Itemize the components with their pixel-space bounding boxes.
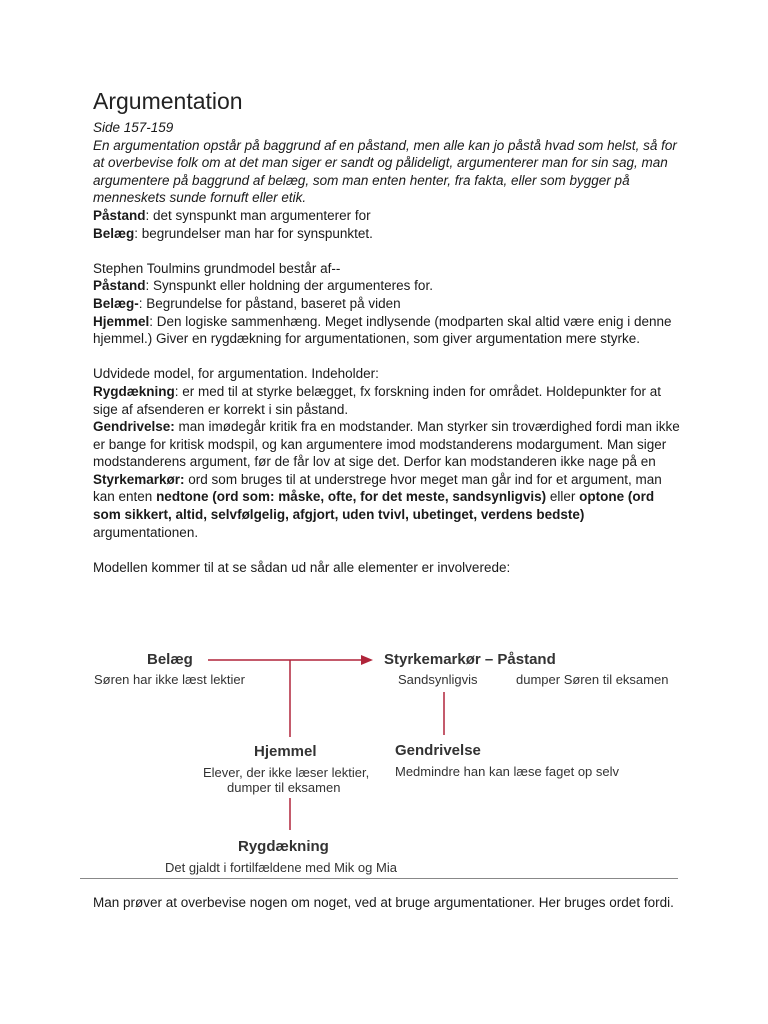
divider bbox=[80, 878, 678, 879]
term: Påstand bbox=[93, 207, 146, 223]
definition-belaeg bbox=[93, 225, 683, 243]
gendrivelse-example: Medmindre han kan læse faget op selv bbox=[395, 764, 620, 779]
definition-text: : er med til at styrke belægget, fx forskning inden for området. Holdepunkter for at sige af afsenderen er korrekt i sin påstand. bbox=[93, 383, 662, 417]
term: Belæg- bbox=[93, 295, 139, 311]
footer-paragraph: Man prøver at overbevise nogen om noget, ved at bruge argumentationer. Her bruges ordet fordi. bbox=[93, 895, 674, 910]
gendrivelse-label: Gendrivelse bbox=[395, 742, 481, 759]
definition-text: argumentationen. bbox=[93, 524, 199, 540]
hjemmel-example-line1: Elever, der ikke læser lektier, bbox=[203, 765, 370, 780]
bold-phrase: optone (ord som sikkert, altid, selvfølgelig, afgjort, uden tvivl, ubetinget, verdens bedste) bbox=[93, 489, 655, 523]
term: Belæg bbox=[93, 225, 135, 241]
toulmin-intro: Stephen Toulmins grundmodel består af-- bbox=[93, 260, 341, 276]
styrkemarkor-pastand-label: Styrkemarkør – Påstand bbox=[384, 651, 556, 668]
definition-text: ord som bruges til at understrege hvor meget man går ind for et argument, man kan enten bbox=[93, 471, 662, 505]
toulmin-hjemmel bbox=[93, 313, 683, 348]
definition-text: : Synspunkt eller holdning der argumenteres for. bbox=[145, 278, 433, 294]
extended-styrkemarkor bbox=[93, 471, 683, 541]
definition-text: : det synspunkt man argumenterer for bbox=[145, 207, 371, 223]
extended-gendrivelse bbox=[93, 418, 683, 471]
rygdaekning-example: Det gjaldt i fortilfældene med Mik og Mia bbox=[165, 860, 397, 875]
term: Rygdækning bbox=[93, 383, 175, 399]
definition-text: : Den logiske sammenhæng. Meget indlysende (modparten skal altid være enig i denne hjemmel.) Giver en rygdækning for argumentationen, som giver argumentation mere styrke. bbox=[93, 313, 672, 347]
document-body bbox=[93, 88, 683, 576]
definition-text: : begrundelser man har for synspunktet. bbox=[134, 225, 373, 241]
definition-text: : Begrundelse for påstand, baseret på viden bbox=[138, 295, 401, 311]
definition-text: eller bbox=[546, 489, 580, 505]
definition-pastand bbox=[93, 207, 683, 225]
rygdaekning-label: Rygdækning bbox=[238, 838, 329, 855]
extended-rygdaekning bbox=[93, 383, 683, 418]
toulmin-pastand bbox=[93, 277, 683, 295]
definition-text: man imødegår kritik fra en modstander. Man styrker sin troværdighed fordi man ikke er bange for kritisk modspil, og kan argumentere imod modstanderens modargument. Man siger modstanderens argument, før de får lov at sige det. Derfor kan modstanderen ikke nage på en bbox=[93, 419, 680, 470]
intro-paragraph: En argumentation opstår på baggrund af en påstand, men alle kan jo påstå hvad som helst, så for at overbevise folk om at det man siger er sandt og pålideligt, argumenterer man for sin sag, man argumentere på baggrund af belæg, som man enten henter, fra fakta, eller som bygger på menneskets sunde fornuft eller etik. bbox=[93, 137, 677, 206]
term: Styrkemarkør: bbox=[93, 471, 185, 487]
arrow-head bbox=[361, 655, 373, 665]
belaeg-label: Belæg bbox=[147, 651, 193, 668]
extended-model-intro: Udvidede model, for argumentation. Indeholder: bbox=[93, 366, 379, 382]
hjemmel-example-line2: dumper til eksamen bbox=[227, 780, 341, 795]
pastand-example: dumper Søren til eksamen bbox=[516, 672, 669, 687]
bold-phrase: nedtone (ord som: måske, ofte, for det meste, sandsynligvis) bbox=[156, 489, 547, 505]
toulmin-diagram bbox=[85, 640, 685, 880]
hjemmel-label: Hjemmel bbox=[254, 743, 317, 760]
toulmin-belaeg bbox=[93, 295, 683, 313]
term: Påstand bbox=[93, 278, 146, 294]
term: Hjemmel bbox=[93, 313, 150, 329]
term: Gendrivelse: bbox=[93, 419, 175, 435]
model-intro: Modellen kommer til at se sådan ud når alle elementer er involverede: bbox=[93, 559, 511, 575]
belaeg-example: Søren har ikke læst lektier bbox=[94, 672, 245, 687]
styrkemarkor-example: Sandsynligvis bbox=[398, 672, 478, 687]
page-title: Argumentation bbox=[93, 88, 243, 114]
page-reference: Side 157-159 bbox=[93, 120, 174, 135]
